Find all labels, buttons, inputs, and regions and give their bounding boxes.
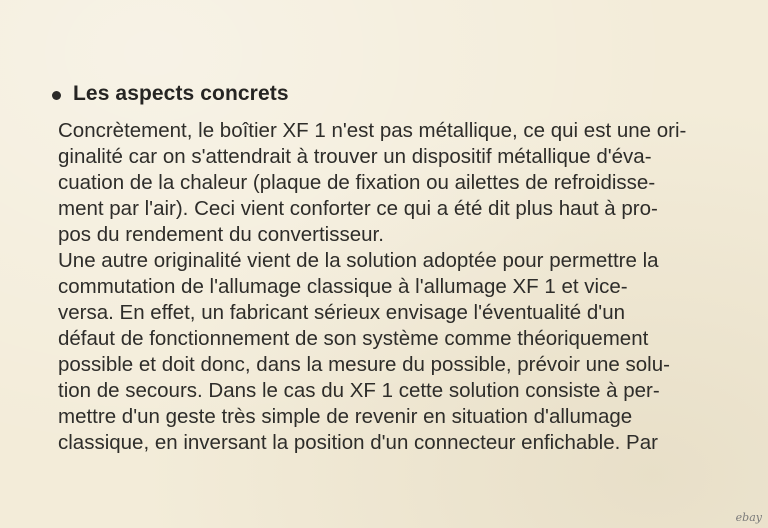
paragraph-line: mettre d'un geste très simple de revenir en situation d'allumage [58, 405, 633, 428]
paragraph-line: Une autre originalité vient de la solution adoptée pour permettre la [58, 249, 659, 272]
paragraph-line: commutation de l'allumage classique à l'allumage XF 1 et vice- [58, 275, 628, 298]
paragraph-line: tion de secours. Dans le cas du XF 1 cette solution consiste à per- [58, 379, 660, 402]
bullet-icon [52, 91, 61, 100]
paragraph-line: versa. En effet, un fabricant sérieux envisage l'éventualité d'un [58, 301, 625, 324]
paragraph-line: ment par l'air). Ceci vient conforter ce qui a été dit plus haut à pro- [58, 197, 658, 220]
section-heading-text: Les aspects concrets [73, 82, 289, 105]
paragraph-line: pos du rendement du convertisseur. [58, 223, 384, 246]
paragraph-line: possible et doit donc, dans la mesure du possible, prévoir une solu- [58, 353, 670, 376]
paragraph-line: défaut de fonctionnement de son système comme théoriquement [58, 327, 649, 350]
watermark-logo: ebay [735, 511, 762, 524]
paragraph-line: cuation de la chaleur (plaque de fixation ou ailettes de refroidisse- [58, 171, 656, 194]
paragraph-line: Concrètement, le boîtier XF 1 n'est pas métallique, ce qui est une ori- [58, 119, 687, 142]
section-heading [52, 82, 289, 106]
paragraph-line: ginalité car on s'attendrait à trouver un dispositif métallique d'éva- [58, 145, 652, 168]
paragraph-line: classique, en inversant la position d'un connecteur enfichable. Par [58, 431, 658, 454]
